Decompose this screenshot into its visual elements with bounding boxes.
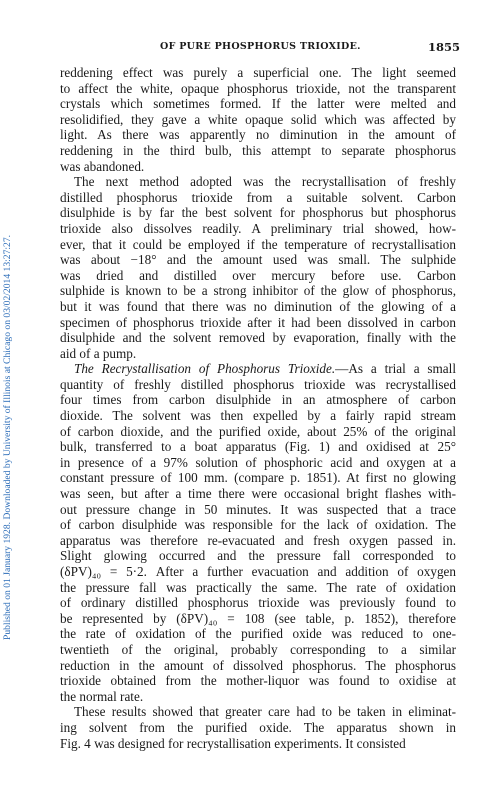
text-line: (δPV)₄₀ = 5·2. After a further evacuation and addition of oxygen	[60, 564, 456, 579]
text-line: aid of a pump.	[60, 345, 137, 361]
text-line: dioxide. The solvent was then expelled by a fairly rapid stream	[60, 408, 456, 424]
running-title: OF PURE PHOSPHORUS TRIOXIDE.	[160, 41, 361, 52]
text-line: of carbon disulphide was responsible for the lack of oxidation. The	[60, 517, 456, 533]
text-line: The next method adopted was the recrystallisation of freshly	[74, 174, 456, 190]
text-line: ing solvent from the purified oxide. The apparatus shown in	[60, 719, 456, 735]
text-line: four times from carbon disulphide in an atmosphere of carbon	[60, 392, 456, 408]
text-line: of ordinary distilled phosphorus trioxide was previously found to	[60, 595, 456, 611]
text-line: quantity of freshly distilled phosphorus trioxide was recrystallised	[60, 376, 456, 392]
text-line: crystals which sometimes formed. If the latter were melted and	[60, 96, 456, 112]
text-line: disulphide and the solvent removed by evaporation, finally with the	[60, 330, 456, 346]
text-line: constant pressure of 100 mm. (compare p. 1851). At first no glowing	[60, 470, 456, 486]
text-line: ever, that it could be employed if the temperature of recrystallisation	[60, 236, 456, 252]
text-line: trioxide obtained from the mother-liquor was found to oxidise at	[60, 673, 456, 689]
text-line: disulphide is by far the best solvent for phosphorus but phosphorus	[60, 205, 456, 221]
page-header	[60, 41, 458, 55]
text-line: specimen of phosphorus trioxide after it had been dissolved in carbon	[60, 314, 456, 330]
text-line: distilled phosphorus trioxide from a suitable solvent. Carbon	[60, 189, 456, 205]
text-line: reddening effect was purely a superficial one. The light seemed	[60, 65, 456, 80]
text-line: apparatus was therefore re-evacuated and fresh oxygen passed in.	[60, 532, 456, 548]
text-line: to affect the white, opaque phosphorus trioxide, not the transparent	[60, 80, 456, 96]
text-line: the rate of oxidation of the purified oxide was reduced to one-	[60, 626, 456, 642]
text-line: the normal rate.	[60, 688, 144, 704]
text-line: resolidified, they gave a white opaque solid which was affected by	[60, 111, 456, 127]
text-line: out pressure change in 50 minutes. It was suspected that a trace	[60, 501, 456, 517]
download-watermark	[2, 40, 16, 640]
text-line: Fig. 4 was designed for recrystallisation experiments. It consisted	[60, 735, 406, 751]
page-number: 1855	[427, 40, 460, 54]
text-line: in presence of a 97% solution of phosphoric acid and oxygen at a	[60, 454, 456, 470]
body-text	[60, 65, 456, 751]
text-line: was seen, but after a time there were occasional bright flashes with-	[60, 486, 456, 502]
text-line: of carbon dioxide, and the purified oxide, about 25% of the original	[60, 423, 456, 439]
text-line: trioxide also dissolves readily. A preliminary trial showed, how-	[60, 220, 456, 236]
text-line: was about −18° and the amount used was small. The sulphide	[60, 252, 456, 268]
text-line: sulphide is known to be a strong inhibitor of the glow of phosphorus,	[60, 283, 456, 299]
text-line: was abandoned.	[60, 158, 145, 174]
text-line: light. As there was apparently no diminution in the amount of	[60, 127, 456, 143]
download-watermark-text: Published on 01 January 1928. Downloaded by University of Illinois at Chicago on 03/02/2014 13:27:27.	[2, 234, 13, 640]
text-line: reddening in the third bulb, this attempt to separate phosphorus	[60, 142, 456, 158]
text-line: the pressure fall was practically the same. The rate of oxidation	[60, 579, 456, 595]
text-line: The Recrystallisation of Phosphorus Trioxide.—As a trial a small	[74, 361, 456, 377]
text-line: be represented by (δPV)₄₀ = 108 (see table, p. 1852), therefore	[60, 610, 456, 626]
text-line: These results showed that greater care had to be taken in eliminat-	[74, 704, 456, 720]
text-line: twentieth of the original, probably corresponding to a similar	[60, 641, 456, 657]
text-line: bulk, transferred to a boat apparatus (Fig. 1) and oxidised at 25°	[60, 439, 456, 455]
text-line: but it was found that there was no diminution of the glowing of a	[60, 298, 456, 314]
text-line: reduction in the amount of dissolved phosphorus. The phosphorus	[60, 657, 456, 673]
text-line: was dried and distilled over mercury before use. Carbon	[60, 267, 456, 283]
text-line: Slight glowing occurred and the pressure fall corresponded to	[60, 548, 456, 564]
